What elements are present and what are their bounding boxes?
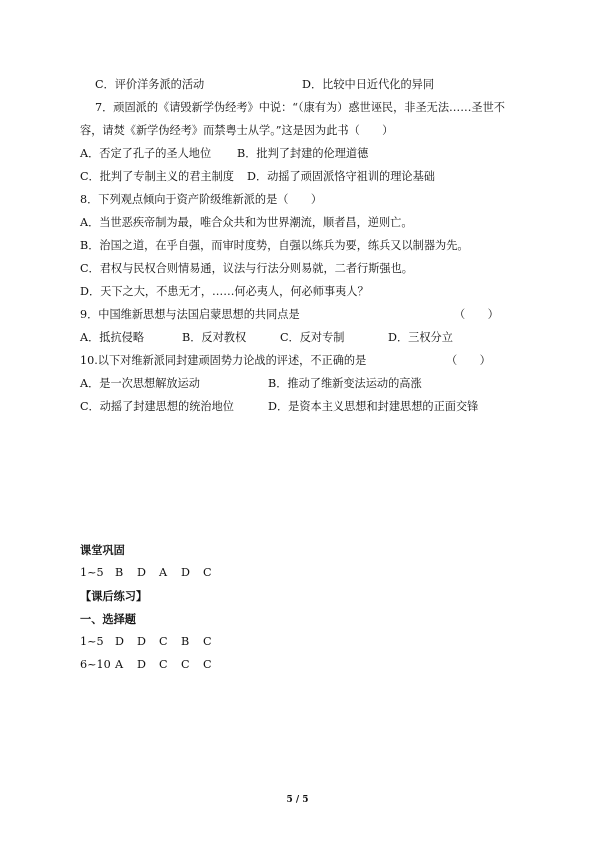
answer-letter: C: [181, 658, 190, 671]
q6-option-d: D．比较中日近代化的异同: [302, 78, 435, 91]
answer-letter: D: [137, 566, 146, 579]
class-answer-row: [80, 566, 225, 580]
q9-option-b: B．反对教权: [182, 331, 247, 344]
page-number: 5 / 5: [286, 795, 309, 805]
answer-letter: D: [137, 635, 146, 648]
answer-letter: C: [159, 658, 168, 671]
answer-letter: C: [203, 566, 212, 579]
after-class-practice-heading: 【课后练习】: [80, 589, 148, 603]
answer-letter: B: [115, 566, 124, 579]
answer-letter: C: [203, 658, 212, 671]
answer-letter: A: [115, 658, 124, 671]
answer-letter: C: [203, 635, 212, 648]
answer-letter: D: [115, 635, 124, 648]
q7-option-b: B．批判了封建的伦理道德: [237, 147, 369, 160]
answer-letter: C: [159, 635, 168, 648]
q7-stem-line1: 7．顽固派的《请毁新学伪经考》中说：“（康有为）惑世诬民，非圣无法……圣世不: [95, 101, 505, 114]
q6-option-c: C．评价洋务派的活动: [95, 78, 205, 91]
q8-option-c: C．君权与民权合则情易通，议法与行法分则易就，二者行斯强也。: [80, 262, 413, 275]
q10-option-d: D．是资本主义思想和封建思想的正面交锋: [268, 400, 479, 413]
q10-stem: 10.以下对维新派同封建顽固势力论战的评述，不正确的是: [80, 354, 367, 367]
answer-letter: B: [181, 635, 190, 648]
q9-answer-blank: （ ）: [454, 308, 499, 321]
q10-option-a: A．是一次思想解放运动: [80, 377, 200, 390]
class-consolidation-heading: 课堂巩固: [80, 543, 125, 557]
q8-option-d: D．天下之大，不患无才，……何必夷人，何必师事夷人？: [80, 285, 369, 298]
answer-range: 1~5: [80, 566, 104, 579]
q7-stem-line2: 容，请焚《新学伪经考》而禁粤士从学。”这是因为此书（ ）: [80, 124, 394, 137]
q7-option-d: D．动摇了顽固派恪守祖训的理论基础: [247, 170, 435, 183]
answer-row: [80, 658, 225, 672]
answer-letter: D: [137, 658, 146, 671]
q9-stem: 9．中国维新思想与法国启蒙思想的共同点是: [80, 308, 300, 321]
answer-range: 1~5: [80, 635, 104, 648]
answer-row: [80, 635, 225, 649]
multiple-choice-heading: 一、选择题: [80, 612, 136, 626]
q7-option-c: C．批判了专制主义的君主制度: [80, 170, 234, 183]
q10-option-c: C．动摇了封建思想的统治地位: [80, 400, 234, 413]
answer-letter: A: [159, 566, 168, 579]
q8-option-a: A．当世恶疾帝制为最，唯合众共和为世界潮流，顺者昌，逆则亡。: [80, 216, 413, 229]
q8-option-b: B．治国之道，在乎自强，而审时度势，自强以练兵为要，练兵又以制器为先。: [80, 239, 469, 252]
answer-letter: D: [181, 566, 190, 579]
q9-option-c: C．反对专制: [280, 331, 345, 344]
q10-option-b: B．推动了维新变法运动的高涨: [268, 377, 422, 390]
q10-answer-blank: （ ）: [446, 354, 491, 367]
q9-option-d: D．三权分立: [388, 331, 453, 344]
answer-range: 6~10: [80, 658, 111, 671]
q7-option-a: A．否定了孔子的圣人地位: [80, 147, 212, 160]
q8-stem: 8．下列观点倾向于资产阶级维新派的是（ ）: [80, 193, 323, 206]
q9-option-a: A．抵抗侵略: [80, 331, 145, 344]
